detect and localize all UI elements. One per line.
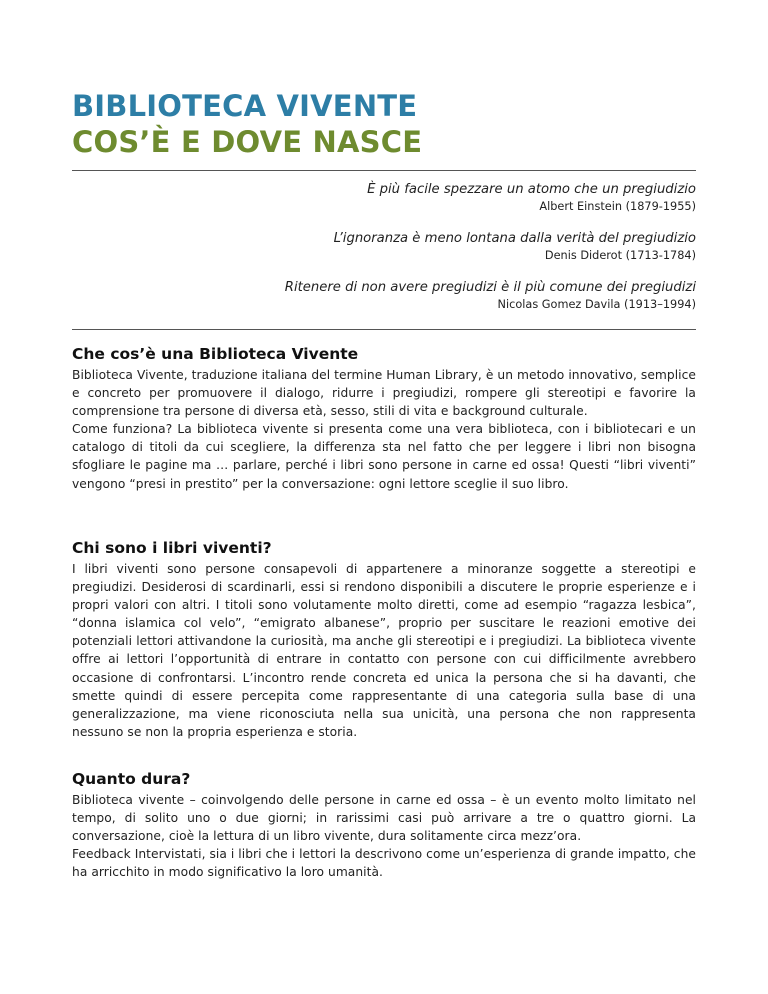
paragraph: I libri viventi sono persone consapevoli di appartenere a minoranze soggette a stereotipi e pregiudizi. Desiderosi di scardinarli, essi si rendono disponibili a discutere le proprie esperienze e i propri valori con altri. I titoli sono volutamente molto diretti, come ad esempio “ragazza lesbica”, “donna islamica col velo”, “emigrato albanese”, proprio per suscitare le reazioni emotive dei potenziali lettori attivandone la curiosità, ma anche gli stereotipi e i pregiudizi. La biblioteca vivente offre ai lettori l’opportunità di entrare in contatto con persone con cui difficilmente avrebbero occasione di confrontarsi. L’incontro rende concreta ed unica la persona che si ha davanti, che smette quindi di essere percepita come rappresentante di una categoria sulla base di una generalizzazione, ma viene riconosciuta nella sua unicità, una persona che non rappresenta nessuno se non la propria esperienza e storia. bbox=[72, 562, 696, 739]
document-title bbox=[72, 88, 422, 160]
paragraph: Come funziona? La biblioteca vivente si presenta come una vera biblioteca, con i bibliotecari e un catalogo di titoli da cui scegliere, la differenza sta nel fatto che per leggere i libri non bisogna sfogliare le pagine ma … parlare, perché i libri sono persone in carne ed ossa! Questi “libri viventi” vengono “presi in prestito” per la conversazione: ogni lettore sceglie il suo libro. bbox=[72, 422, 696, 491]
top-divider bbox=[72, 170, 696, 171]
quote-text: È più facile spezzare un atomo che un pregiudizio bbox=[367, 182, 696, 197]
section-heading: Che cos’è una Biblioteca Vivente bbox=[72, 345, 359, 363]
quote-author: Denis Diderot (1713-1784) bbox=[544, 249, 696, 262]
section-what-is bbox=[72, 344, 696, 493]
paragraph: Biblioteca Vivente, traduzione italiana del termine Human Library, è un metodo innovativo, semplice e concreto per promuovere il dialogo, ridurre i pregiudizi, rompere gli stereotipi e favorire la comprensione tra persone di diversa età, sesso, stili di vita e background culturale. bbox=[72, 368, 696, 419]
quotes-block bbox=[72, 181, 696, 328]
title-line-2: COS’È E DOVE NASCE bbox=[72, 125, 423, 159]
quote-author: Albert Einstein (1879-1955) bbox=[539, 200, 696, 213]
bottom-divider bbox=[72, 329, 696, 330]
section-heading: Chi sono i libri viventi? bbox=[72, 539, 272, 557]
section-heading: Quanto dura? bbox=[72, 770, 191, 788]
quote-text: Ritenere di non avere pregiudizi è il più comune dei pregiudizi bbox=[284, 280, 696, 295]
quote-author: Nicolas Gomez Davila (1913–1994) bbox=[497, 298, 696, 311]
section-duration bbox=[72, 769, 696, 881]
paragraph: Biblioteca vivente – coinvolgendo delle persone in carne ed ossa – è un evento molto limitato nel tempo, di solito uno o due giorni; in rarissimi casi può arrivare a tre o quattro giorni. La conversazione, cioè la lettura di un libro vivente, dura solitamente circa mezz’ora. bbox=[72, 793, 696, 844]
title-line-1: BIBLIOTECA VIVENTE bbox=[72, 89, 418, 123]
quote-text: L’ignoranza è meno lontana dalla verità del pregiudizio bbox=[333, 231, 696, 246]
paragraph: Feedback Intervistati, sia i libri che i lettori la descrivono come un’esperienza di grande impatto, che ha arricchito in modo significativo la loro umanità. bbox=[72, 847, 696, 880]
section-who-are-books bbox=[72, 538, 696, 741]
